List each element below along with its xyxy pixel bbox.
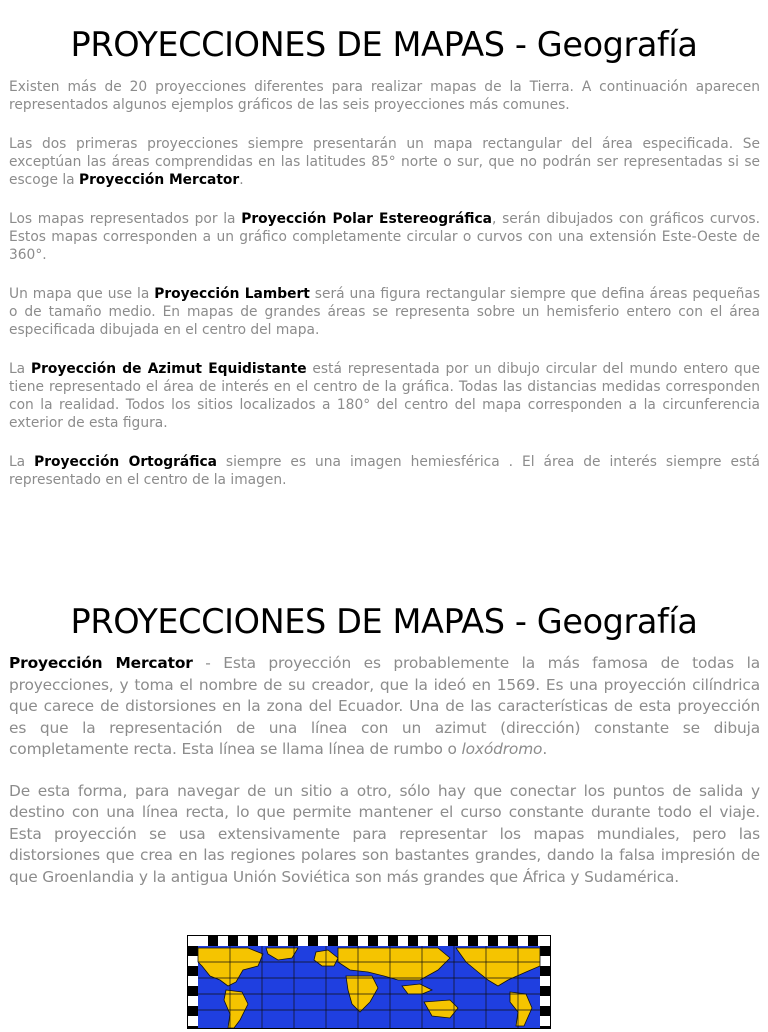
text: será una figura rectangular siempre que defina áreas pequeñas o de tamaño medio. En mapas de grandes áreas se representa sobre un hemisferio entero con el área especificada dibujada en el centro del mapa.: [9, 286, 761, 338]
map-frame-top: [188, 936, 550, 946]
slide-2-body: [9, 653, 760, 908]
slide-1-title: PROYECCIONES DE MAPAS - Geografía: [70, 25, 698, 64]
paragraph-azimuthal: [9, 360, 760, 432]
map-frame-left: [188, 936, 198, 1028]
term-loxodrome: loxódromo: [461, 740, 543, 758]
paragraph-navigation: De esta forma, para navegar de un sitio a otro, sólo hay que conectar los puntos de salida y destino con una línea recta, lo que permite mantener el curso constante durante todo el viaje. Esta proyección se usa extensivamente para representar los mapas mundiales, pero las distorsiones que crea en las regiones polares son bastantes grandes, dando la falsa impresión de que Groenlandia y la antigua Unión Soviética son más grandes que África y Sudamérica.: [9, 781, 760, 886]
text: La: [9, 361, 31, 377]
slide-1-body: [9, 78, 760, 510]
keyword-mercator: Proyección Mercator: [79, 172, 240, 188]
text: Las dos primeras proyecciones siempre presentarán un mapa rectangular del área especificada. Se exceptúan las áreas comprendidas en las latitudes 85° norte o sur, que no podrán ser representadas si se escoge la: [9, 136, 760, 188]
text: .: [239, 172, 244, 188]
text: está representada por un dibujo circular del mundo entero que tiene representado el área de interés en el centro de la gráfica. Todas las distancias medidas corresponden con la realidad. Todos los sitios localizados a 180° del centro del mapa corresponden a la circunferencia exterior de esta figura.: [9, 361, 761, 431]
keyword-lambert: Proyección Lambert: [154, 286, 310, 302]
text: La: [9, 454, 35, 470]
map-frame-right: [540, 936, 550, 1028]
text: - Esta proyección es probablemente la más famosa de todas la proyecciones, y toma el nombre de su creador, que la ideó en 1569. Es una proyección cilíndrica que carece de distorsiones en la zona del Ecuador. Una de las características de esta proyección es que la representación de una línea con un azimut (dirección) constante se dibuja completamente recta. Esta línea se llama línea de rumbo o: [9, 654, 760, 758]
mercator-world-map: [187, 935, 551, 1029]
paragraph-orthographic: [9, 453, 760, 489]
text: , serán dibujados con gráficos curvos. Estos mapas corresponden a un gráfico completamente circular o curvos con una extensión Este-Oeste de 360°.: [9, 211, 761, 263]
slide-2-title: PROYECCIONES DE MAPAS - Geografía: [70, 602, 698, 641]
paragraph-rectangular: [9, 135, 760, 189]
text: Los mapas representados por la: [9, 211, 242, 227]
paragraph-polar: [9, 210, 760, 264]
text: Un mapa que use la: [9, 286, 155, 302]
paragraph-mercator: [9, 653, 760, 761]
slide-2: [0, 575, 768, 1024]
text: siempre es una imagen hemiesférica . El área de interés siempre está representado en el centro de la imagen.: [9, 454, 761, 488]
keyword-polar-stereographic: Proyección Polar Estereográfica: [241, 211, 492, 227]
paragraph-intro: Existen más de 20 proyecciones diferentes para realizar mapas de la Tierra. A continuación aparecen representados algunos ejemplos gráficos de las seis proyecciones más comunes.: [9, 79, 760, 113]
keyword-orthographic: Proyección Ortográfica: [34, 454, 217, 470]
keyword-azimuthal-equidistant: Proyección de Azimut Equidistante: [30, 361, 307, 377]
keyword-mercator: Proyección Mercator: [9, 654, 193, 672]
paragraph-lambert: [9, 285, 760, 339]
mercator-map-image: [188, 936, 550, 1028]
text: .: [542, 740, 548, 758]
